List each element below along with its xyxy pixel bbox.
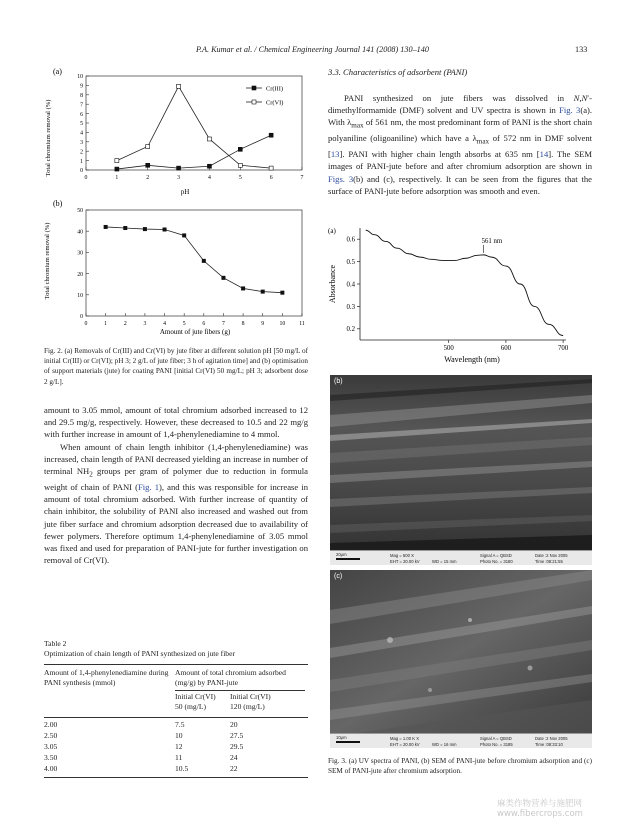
- fig2b-xtick-label: 4: [163, 321, 166, 327]
- eht-readout: EHT = 20.00 kV: [390, 742, 420, 747]
- table-row: [44, 731, 308, 742]
- data-point: [104, 225, 108, 229]
- paragraph: [44, 441, 308, 567]
- fig2a-ytick-label: 3: [80, 140, 83, 146]
- sub-header-line: 120 (mg/L): [230, 701, 265, 711]
- photo-readout: Photo No. = 3180: [480, 559, 513, 564]
- legend-label: Cr(III): [266, 85, 284, 93]
- fig2a-xtick-label: 3: [177, 175, 181, 181]
- fig3-caption: Fig. 3. (a) UV spectra of PANI, (b) SEM of PANI-jute before chromium adsorption and (c) SEM of PANI-jute after chromium adsorption.: [328, 757, 592, 776]
- paragraph: amount to 3.05 mmol, amount of total chromium adsorbed increased to 12 and 29.5 mg/g, respectively. However, these decreased to 10.5 and 22 mg/g with further increase in amount of 1,4-phenylenediamine to 4 mmol.: [44, 405, 308, 440]
- sem-image-before: [330, 375, 592, 565]
- fig2a-xtick-label: 5: [238, 175, 242, 181]
- fig2a-panel-label: (a): [53, 67, 62, 76]
- table-row: [44, 720, 308, 731]
- data-point-crIII: [207, 164, 211, 168]
- photo-readout: Photo No. = 3185: [480, 742, 513, 747]
- sub-header-line: 50 (mg/L): [175, 701, 207, 711]
- fig2a-ytick-label: 8: [80, 93, 83, 99]
- data-point: [202, 259, 206, 263]
- watermark-line2: www.fibercrops.com: [497, 809, 583, 819]
- fig2a-ylabel: Total chromium removal (%): [45, 99, 52, 177]
- eht-readout: EHT = 20.00 kV: [390, 559, 420, 564]
- fig2b-ytick-label: 10: [77, 293, 83, 299]
- fig2a-chart: [40, 66, 308, 198]
- table-cell: 29.5: [230, 741, 244, 751]
- data-point: [123, 226, 127, 230]
- sem-panel-label: (b): [334, 378, 343, 385]
- table-cell: 11: [175, 752, 183, 762]
- series-line: [106, 227, 283, 293]
- scale-label: 10μm: [336, 735, 347, 740]
- watermark-line1: 麻类作物营养与施肥网: [497, 799, 583, 809]
- sem-image-after: [330, 570, 592, 748]
- table-cell: 3.50: [44, 752, 58, 762]
- fig2a-xtick-label: 4: [207, 175, 211, 181]
- fig2a-ytick-label: 5: [80, 121, 83, 128]
- fig3a-ytick-label: 0.5: [346, 259, 355, 266]
- data-point-crIII: [115, 167, 119, 171]
- fig2a-xtick-label: 2: [146, 175, 150, 181]
- sub-header-120: [230, 692, 271, 713]
- legend-marker: [252, 86, 256, 90]
- sem-panel-label: (c): [334, 573, 343, 580]
- data-point: [143, 227, 147, 231]
- fig2b-ytick-label: 0: [80, 314, 83, 321]
- fig2a-xtick-label: 6: [269, 175, 273, 181]
- citation-link[interactable]: Figs. 3: [328, 173, 354, 184]
- fig3a-xtick-label: 700: [558, 345, 569, 352]
- fig2b-ytick-label: 20: [77, 271, 83, 278]
- mag-readout: Mag = 500 X: [390, 553, 414, 558]
- fig2b-xtick-label: 1: [104, 321, 108, 327]
- table-cell: 22: [230, 763, 238, 773]
- fig3a-ytick-label: 0.3: [346, 303, 355, 311]
- fig3a-xtick-label: 600: [500, 345, 512, 352]
- table-row: [44, 764, 308, 775]
- fig2a-ytick-label: 2: [80, 149, 83, 156]
- fig2b-frame: [86, 210, 302, 316]
- table-caption: Optimization of chain length of PANI synthesized on jute fiber: [44, 649, 236, 659]
- sem-info-bar: [330, 733, 592, 748]
- text-span: When amount of chain length inhibitor (1,4-phenylenediamine) was increased, chain length of PANI decreased yielding an increase in number of terminal NH: [44, 441, 308, 477]
- signal-readout: Signal A = QBSD: [480, 736, 512, 741]
- citation-link[interactable]: 14: [539, 149, 549, 160]
- table2: [44, 639, 308, 778]
- fig3a-ylabel: Absorbance: [328, 264, 337, 304]
- right-body-text: PANI synthesized on jute fibers was dissolved in N,N′-dimethylformamide (DMF) solvent and UV spectra is shown in Fig. 3(a). With $\lambda_{max}$ of 561 nm, the most predominant form of PANI is the short chain polyaniline (oligoaniline) which have a $\lambda_{max}$ of 572 nm in DMF solvent [13]. PANI with higher chain length absorbs at 635 nm [14]. The SEM images of PANI-jute before and after chromium adsorption are shown in Figs. 3(b) and (c), respectively. It can be seen from the figures that the surface of PANI-jute before adsorption was smooth and even.: [328, 93, 593, 196]
- fig2a-xtick-label: 0: [84, 175, 88, 181]
- data-point-crIII: [146, 163, 150, 167]
- fig2b-panel-label: (b): [53, 199, 63, 208]
- sem-info-bar: [330, 550, 592, 565]
- data-point-crIII: [269, 133, 273, 137]
- fig2a-ytick-label: 10: [77, 74, 83, 81]
- running-title: P.A. Kumar et al. / Chemical Engineering Journal 141 (2008) 130–140: [196, 45, 429, 54]
- fig2a-ytick-label: 0: [80, 168, 83, 175]
- fig2b-xtick-label: 0: [84, 321, 88, 327]
- table-header: [44, 665, 308, 715]
- fig2b-xtick-label: 8: [241, 321, 245, 327]
- table-title: Table 2: [44, 639, 67, 648]
- sub-header-50: [175, 692, 216, 713]
- series-line-crvi: [117, 86, 271, 168]
- table-cell: 27.5: [230, 730, 244, 740]
- date-readout: Date :2 Nov 2005: [535, 553, 568, 558]
- fig2b-xtick-label: 3: [143, 321, 147, 327]
- table-cell: 3.05: [44, 741, 58, 751]
- signal-readout: Signal A = QBSD: [480, 553, 512, 558]
- date-readout: Date :2 Nov 2005: [535, 736, 568, 741]
- fig2a-xlabel: pH: [180, 188, 190, 196]
- data-point-crVI: [269, 166, 273, 170]
- fig2b-xtick-label: 5: [182, 321, 186, 327]
- table-cell: 2.50: [44, 730, 58, 740]
- table-cell: 4.00: [44, 763, 58, 773]
- data-point-crVI: [207, 137, 211, 141]
- fig3a-ytick-label: 0.4: [346, 281, 355, 289]
- table-cell: 12: [175, 741, 183, 751]
- fig2b-xtick-label: 9: [261, 321, 265, 327]
- fig2-caption: Fig. 2. (a) Removals of Cr(III) and Cr(VI) by jute fiber at different solution pH [50 mg/L of initial Cr(III) or Cr(VI); pH 3; 2 g/L of jute fiber; 3 h of agitation time] and (b) optimisation of support materials (jute) for coating PANI [initial Cr(VI) 50 mg/L; pH 3; adsorbent dose 2 g/L].: [44, 347, 309, 386]
- fig2a-ytick-label: 9: [80, 83, 83, 90]
- fig2a-ytick-label: 7: [80, 102, 83, 109]
- fig2a-ytick-label: 6: [80, 111, 83, 118]
- fig3a-panel-label: (a): [328, 227, 336, 235]
- table-cell: 20: [230, 719, 238, 729]
- text-span: groups per gram of polymer due to reduction in formula weight of chain of PANI (: [44, 466, 308, 492]
- legend-marker: [252, 100, 256, 104]
- data-point: [280, 291, 284, 295]
- wd-readout: WD = 16 mm: [432, 742, 457, 747]
- fig2b-xtick-label: 11: [299, 321, 305, 327]
- data-point-crVI: [238, 163, 242, 167]
- citation-link[interactable]: 13: [330, 149, 340, 160]
- fig3a-ytick-label: 0.2: [346, 326, 355, 334]
- citation-link[interactable]: Fig. 3: [559, 105, 581, 116]
- table-row: [44, 753, 308, 764]
- page-number: 133: [575, 45, 588, 54]
- data-point: [261, 290, 265, 294]
- data-point-crIII: [238, 147, 242, 151]
- table-cell: 10.5: [175, 763, 189, 773]
- fig2a-ytick-label: 4: [80, 130, 83, 137]
- legend-label: Cr(VI): [266, 99, 284, 107]
- time-readout: Time :08:21:55: [535, 559, 563, 564]
- fig2b-xlabel: Amount of jute fibers (g): [159, 328, 231, 336]
- scale-label: 20μm: [336, 552, 347, 557]
- table-cell: 10: [175, 730, 183, 740]
- col1-header: Amount of 1,4-phenylenediamine during PANI synthesis (mmol): [44, 667, 169, 687]
- data-point-crIII: [177, 166, 181, 170]
- fig2b-chart: [40, 198, 308, 340]
- data-point: [182, 233, 186, 237]
- sem-texture-before: [330, 375, 592, 551]
- fig2a-xtick-label: 1: [115, 175, 119, 181]
- series-line-criii: [117, 135, 271, 169]
- fig2b-xtick-label: 2: [123, 321, 127, 327]
- left-body-text: [44, 404, 308, 566]
- section-title: 3.3. Characteristics of adsorbent (PANI): [328, 67, 468, 77]
- fig3a-ytick-label: 0.6: [346, 236, 355, 244]
- fig2b-ylabel: Total chromium removal (%): [44, 222, 51, 300]
- subscript: 2: [89, 470, 93, 479]
- fig2b-ytick-label: 50: [77, 208, 83, 215]
- fig2b-xtick-label: 6: [202, 321, 206, 327]
- uv-spectrum-line: [366, 230, 563, 335]
- fig2b-xtick-label: 10: [279, 321, 286, 327]
- data-point-crVI: [177, 84, 181, 88]
- data-point: [221, 276, 225, 280]
- table-row: [44, 742, 308, 753]
- fig2a-ytick-label: 1: [80, 158, 83, 165]
- data-point: [163, 228, 167, 232]
- sub-header-line: Initial Cr(VI): [230, 691, 271, 701]
- fig3a-xlabel: Wavelength (nm): [444, 355, 500, 364]
- wd-readout: WD = 15 mm: [432, 559, 457, 564]
- fig3a-xtick-label: 500: [443, 345, 454, 352]
- table-cell: 2.00: [44, 719, 58, 729]
- sub-header-line: Initial Cr(VI): [175, 691, 216, 701]
- peak-label: 561 nm: [481, 237, 503, 245]
- fig1-link[interactable]: Fig. 1: [138, 481, 160, 492]
- fig3a-chart: [326, 222, 592, 368]
- data-point-crVI: [115, 159, 119, 163]
- table-body: [44, 718, 308, 775]
- table-cell: 24: [230, 752, 238, 762]
- text-span: ), and this was responsible for increase in amount of total chromium adsorbed. With further increase of quantity of chain inhibitor, the solubility of PANI also increased and washed out from jute fiber surface and chromium adsorption decreased due to availability of fewer polymers. Therefore optimum 1,4-phenylenediamine of 3.05 mmol was fixed and used for preparation of PANI-jute for further investigation on removal of Cr(VI).: [44, 481, 309, 566]
- fig2a-xtick-label: 7: [300, 175, 304, 181]
- sem-texture-after: [330, 570, 592, 734]
- table-cell: 7.5: [175, 719, 185, 729]
- data-point-crVI: [146, 145, 150, 149]
- fig2b-xtick-label: 7: [222, 321, 225, 327]
- fig2b-ytick-label: 30: [77, 250, 83, 257]
- mag-readout: Mag = 1.00 K X: [390, 736, 419, 741]
- time-readout: Time :08:33:10: [535, 742, 563, 747]
- data-point: [241, 286, 245, 290]
- col-group-header: Amount of total chromium adsorbed (mg/g) by PANI-jute: [175, 667, 286, 687]
- fig2b-ytick-label: 40: [77, 229, 83, 236]
